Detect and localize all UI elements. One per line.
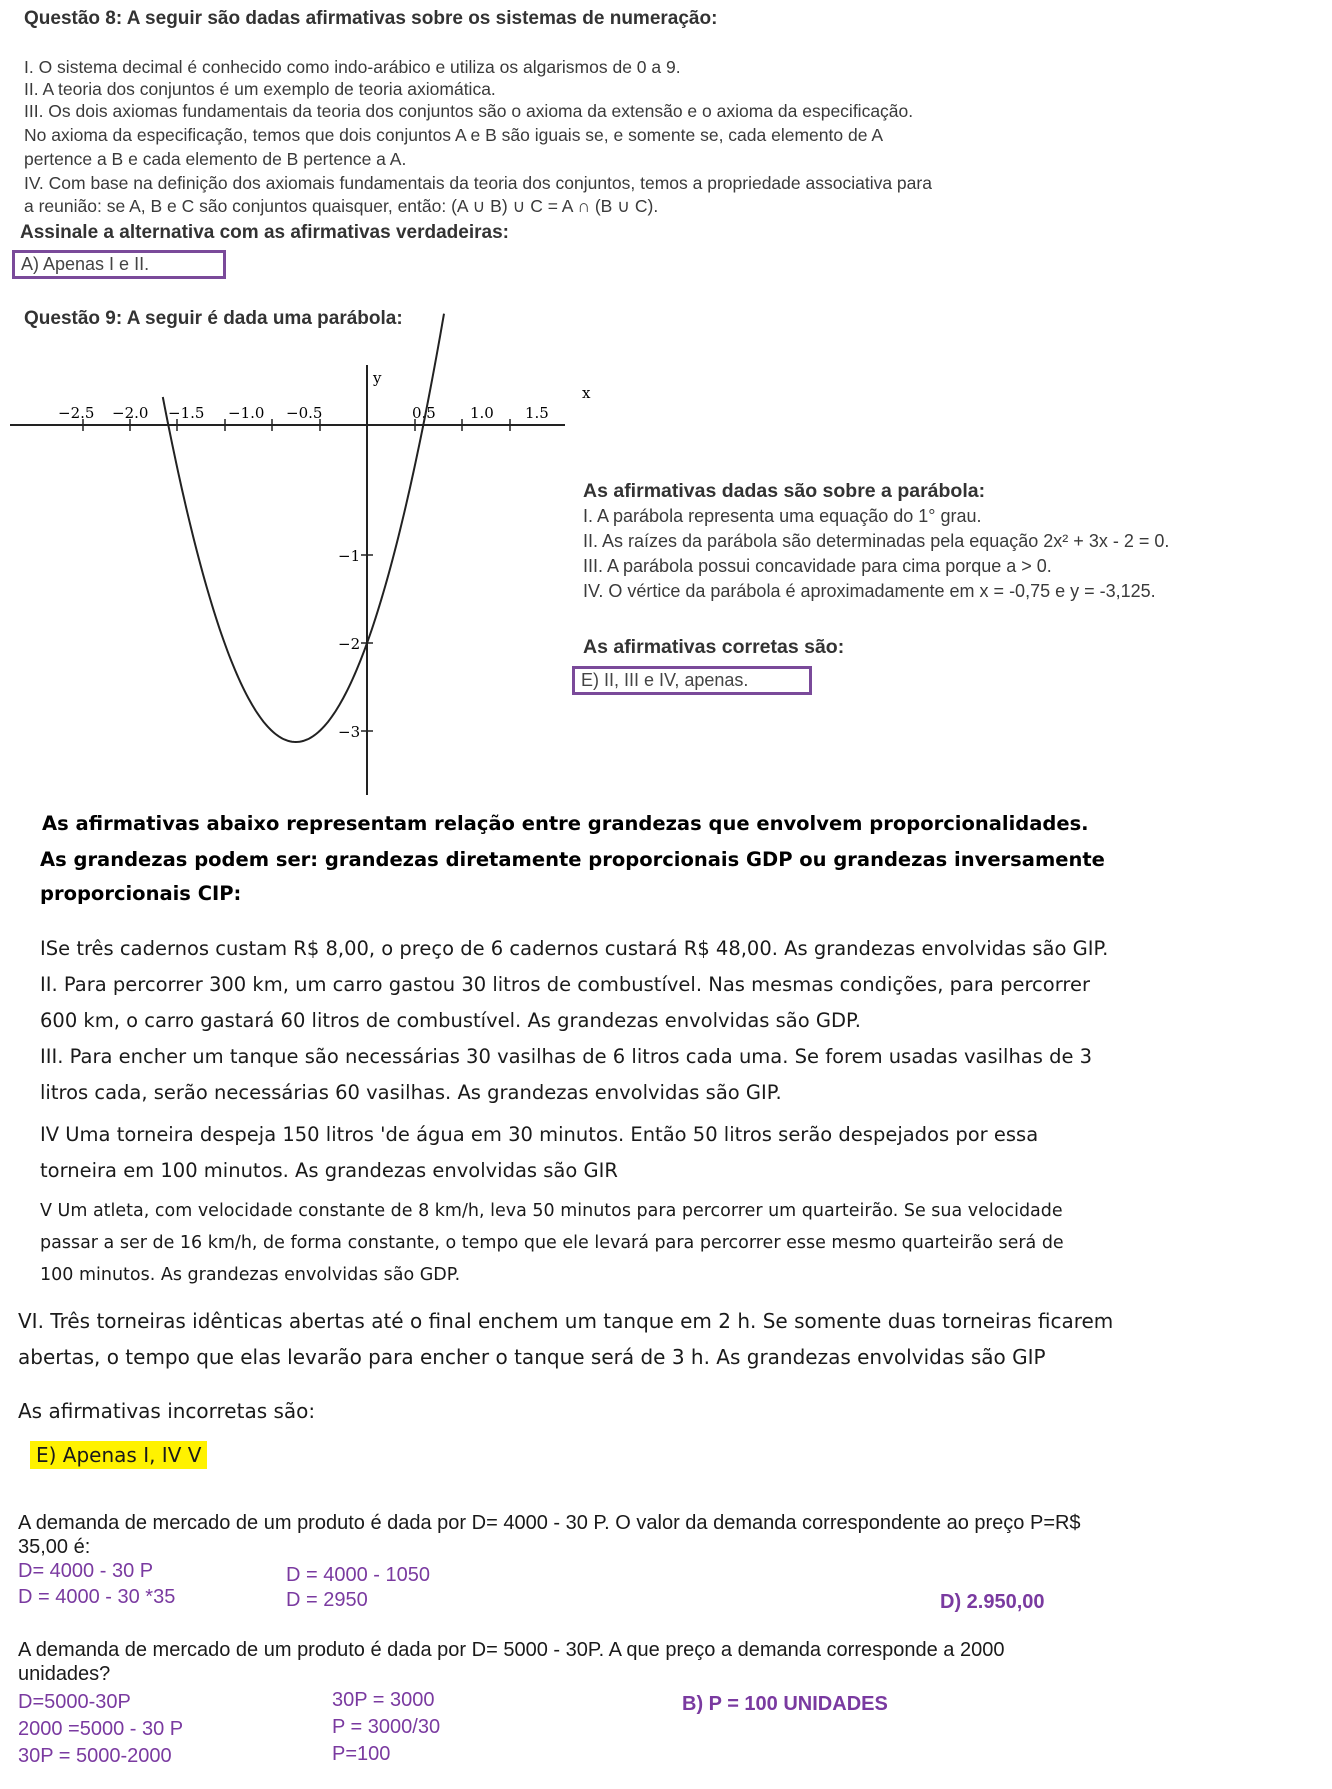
prop-item-5: V Um atleta, com velocidade constante de 8 km/h, leva 50 minutos para percorrer um quarteirão. Se sua velocidade [40, 1201, 1063, 1221]
demand2-answer: B) P = 100 UNIDADES [682, 1693, 888, 1715]
demand1-work-1: D= 4000 - 30 P [18, 1560, 154, 1582]
demand1-text-cont: 35,00 é: [18, 1536, 91, 1558]
prop-item-5-cont: passar a ser de 16 km/h, de forma constante, o tempo que ele levará para percorrer esse mesmo quarteirão será de [40, 1233, 1064, 1253]
q9-prompt: As afirmativas corretas são: [583, 636, 845, 658]
q8-answer-box: A) Apenas I e II. [12, 250, 226, 279]
demand1-work-3: D = 4000 - 1050 [286, 1564, 430, 1586]
parabola-graph [0, 355, 591, 805]
q8-statement-3-cont: No axioma da especificação, temos que dois conjuntos A e B são iguais se, e somente se, cada elemento de A [24, 125, 883, 145]
x-tick-label: −1.5 [168, 404, 205, 422]
demand2-work-5: P = 3000/30 [332, 1716, 441, 1738]
x-tick-label: 1.5 [525, 404, 549, 422]
prop-item-2-cont: 600 km, o carro gastará 60 litros de combustível. As grandezas envolvidas são GDP. [40, 1009, 861, 1032]
demand1-text: A demanda de mercado de um produto é dada por D= 4000 - 30 P. O valor da demanda correspondente ao preço P=R$ [18, 1512, 1081, 1534]
q9-statement-2: II. As raízes da parábola são determinadas pela equação 2x² + 3x - 2 = 0. [583, 531, 1170, 551]
demand2-work-4: 30P = 3000 [332, 1689, 435, 1711]
x-tick-label: −1.0 [228, 404, 265, 422]
prop-item-4-cont: torneira em 100 minutos. As grandezas envolvidas são GIR [40, 1159, 618, 1182]
question-9-title: Questão 9: A seguir é dada uma parábola: [24, 308, 403, 329]
x-tick-label: −2.5 [58, 404, 95, 422]
q8-statement-2: II. A teoria dos conjuntos é um exemplo de teoria axiomática. [24, 79, 496, 99]
y-tick-label: −2 [338, 635, 361, 653]
x-tick-label: 0.5 [412, 404, 436, 422]
prop-intro-1: As afirmativas abaixo representam relação entre grandezas que envolvem proporcionalidades. [42, 812, 1089, 835]
demand2-work-1: D=5000-30P [18, 1691, 131, 1713]
demand1-work-4: D = 2950 [286, 1589, 368, 1611]
q9-statement-1: I. A parábola representa uma equação do 1° grau. [583, 506, 982, 526]
prop-item-1: ISe três cadernos custam R$ 8,00, o preço de 6 cadernos custará R$ 48,00. As grandezas envolvidas são GIP. [40, 937, 1109, 960]
question-8-title: Questão 8: A seguir são dadas afirmativas sobre os sistemas de numeração: [24, 8, 718, 29]
demand2-work-3: 30P = 5000-2000 [18, 1745, 172, 1767]
x-tick-label: −0.5 [286, 404, 323, 422]
q9-statement-3: III. A parábola possui concavidade para cima porque a > 0. [583, 556, 1052, 576]
q8-statement-1: I. O sistema decimal é conhecido como indo-arábico e utiliza os algarismos de 0 a 9. [24, 57, 681, 77]
x-tick-label: 1.0 [470, 404, 494, 422]
prop-item-3: III. Para encher um tanque são necessárias 30 vasilhas de 6 litros cada uma. Se forem usadas vasilhas de 3 [40, 1045, 1093, 1068]
q9-heading: As afirmativas dadas são sobre a parábola: [583, 480, 986, 502]
parabola-curve [163, 314, 444, 742]
demand2-work-2: 2000 =5000 - 30 P [18, 1718, 184, 1740]
q8-statement-3-cont2: pertence a B e cada elemento de B pertence a A. [24, 149, 407, 169]
q8-statement-3: III. Os dois axiomas fundamentais da teoria dos conjuntos são o axioma da extensão e o axioma da especificação. [24, 101, 914, 121]
demand2-work-6: P=100 [332, 1743, 391, 1765]
prop-intro-2-cont: proporcionais CIP: [40, 882, 242, 905]
prop-item-4: IV Uma torneira despeja 150 litros 'de água em 30 minutos. Então 50 litros serão despejados por essa [40, 1123, 1039, 1146]
q8-statement-4-cont: a reunião: se A, B e C são conjuntos quaisquer, então: (A ∪ B) ∪ C = A ∩ (B ∪ C). [24, 196, 659, 216]
demand2-text-cont: unidades? [18, 1663, 111, 1685]
q8-statement-4: IV. Com base na definição dos axiomais fundamentais da teoria dos conjuntos, temos a propriedade associativa para [24, 173, 932, 193]
prop-intro-2: As grandezas podem ser: grandezas diretamente proporcionais GDP ou grandezas inversamente [40, 848, 1105, 871]
x-tick-label: −2.0 [112, 404, 149, 422]
prop-item-6: VI. Três torneiras idênticas abertas até o final enchem um tanque em 2 h. Se somente duas torneiras ficarem [18, 1309, 1114, 1333]
demand2-text: A demanda de mercado de um produto é dada por D= 5000 - 30P. A que preço a demanda corresponde a 2000 [18, 1639, 1005, 1661]
prop-item-3-cont: litros cada, serão necessárias 60 vasilhas. As grandezas envolvidas são GIP. [40, 1081, 782, 1104]
y-tick-label: −1 [338, 547, 361, 565]
prop-item-2: II. Para percorrer 300 km, um carro gastou 30 litros de combustível. Nas mesmas condições, para percorrer [40, 973, 1090, 996]
y-tick-label: −3 [338, 723, 361, 741]
prop-item-6-cont: abertas, o tempo que elas levarão para encher o tanque será de 3 h. As grandezas envolvidas são GIP [18, 1345, 1046, 1369]
y-axis-label: y [373, 369, 382, 387]
prop-answer-highlight: E) Apenas I, IV V [30, 1441, 207, 1469]
prop-prompt: As afirmativas incorretas são: [18, 1399, 316, 1423]
x-axis-label: x [582, 384, 591, 402]
demand1-answer: D) 2.950,00 [940, 1591, 1045, 1613]
q9-answer-box: E) II, III e IV, apenas. [572, 666, 812, 695]
demand1-work-2: D = 4000 - 30 *35 [18, 1586, 176, 1608]
q8-prompt: Assinale a alternativa com as afirmativas verdadeiras: [20, 222, 509, 243]
prop-item-5-cont2: 100 minutos. As grandezas envolvidas são GDP. [40, 1265, 461, 1285]
q9-statement-4: IV. O vértice da parábola é aproximadamente em x = -0,75 e y = -3,125. [583, 581, 1156, 601]
